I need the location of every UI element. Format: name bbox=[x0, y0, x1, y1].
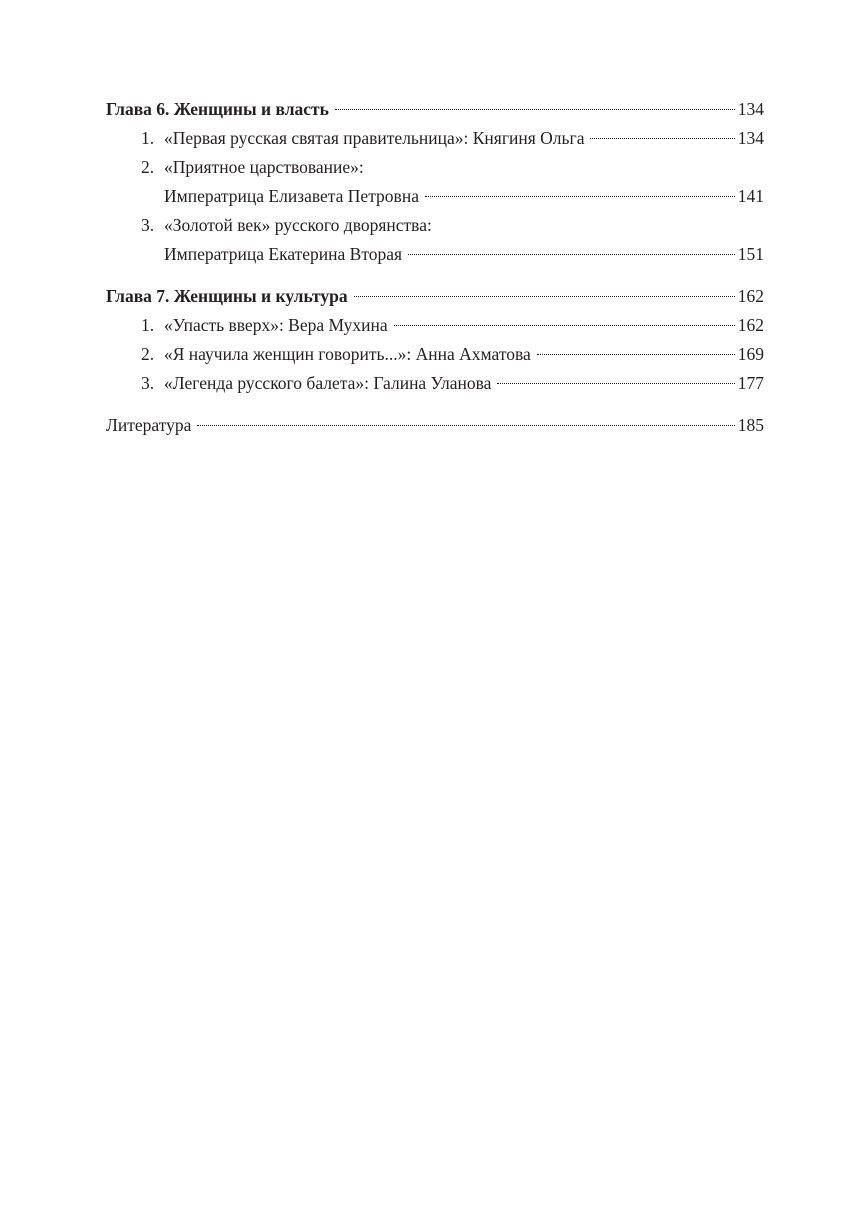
toc-entry-6-2[interactable] bbox=[106, 153, 764, 211]
chapter-6-page: 134 bbox=[737, 99, 764, 119]
item-page: 141 bbox=[737, 186, 764, 206]
item-title: «Легенда русского балета»: Галина Уланова bbox=[164, 373, 492, 393]
item-page: 169 bbox=[737, 344, 764, 364]
table-of-contents bbox=[106, 95, 764, 440]
toc-entry-7-2[interactable] bbox=[106, 340, 764, 369]
item-title: «Я научила женщин говорить...»: Анна Ахматова bbox=[164, 344, 531, 364]
toc-entry-6-3[interactable] bbox=[106, 211, 764, 269]
literature-title: Литература bbox=[106, 415, 192, 435]
dot-leader bbox=[197, 425, 734, 426]
toc-entry-7-1[interactable] bbox=[106, 311, 764, 340]
dot-leader bbox=[537, 354, 735, 355]
item-page: 177 bbox=[737, 373, 764, 393]
item-number: 2. bbox=[141, 344, 155, 364]
dot-leader bbox=[497, 383, 734, 384]
item-title: «Упасть вверх»: Вера Мухина bbox=[164, 315, 388, 335]
toc-entry-6-1[interactable] bbox=[106, 124, 764, 153]
literature-page: 185 bbox=[737, 415, 764, 435]
item-number: 2. bbox=[141, 157, 155, 177]
toc-entry-chapter-6[interactable] bbox=[106, 95, 764, 124]
chapter-6-section bbox=[106, 95, 764, 269]
item-number: 1. bbox=[141, 128, 155, 148]
item-title: «Первая русская святая правительница»: Княгиня Ольга bbox=[164, 128, 585, 148]
item-title-line-2: Императрица Екатерина Вторая bbox=[164, 244, 403, 264]
dot-leader bbox=[335, 109, 735, 110]
chapter-7-title: Глава 7. Женщины и культура bbox=[106, 286, 348, 306]
chapter-7-section bbox=[106, 282, 764, 398]
item-number: 1. bbox=[141, 315, 155, 335]
toc-entry-literature[interactable] bbox=[106, 411, 764, 440]
item-title-line-1: «Приятное царствование»: bbox=[164, 157, 364, 177]
item-title-line-2: Императрица Елизавета Петровна bbox=[164, 186, 419, 206]
item-number: 3. bbox=[141, 373, 155, 393]
toc-entry-chapter-7[interactable] bbox=[106, 282, 764, 311]
item-page: 162 bbox=[737, 315, 764, 335]
dot-leader bbox=[408, 254, 735, 255]
item-page: 134 bbox=[737, 128, 764, 148]
item-title-line-1: «Золотой век» русского дворянства: bbox=[164, 215, 432, 235]
toc-entry-7-3[interactable] bbox=[106, 369, 764, 398]
chapter-7-page: 162 bbox=[737, 286, 764, 306]
chapter-6-title: Глава 6. Женщины и власть bbox=[106, 99, 329, 119]
dot-leader bbox=[425, 196, 735, 197]
dot-leader bbox=[394, 325, 735, 326]
dot-leader bbox=[590, 138, 734, 139]
item-number: 3. bbox=[141, 215, 155, 235]
dot-leader bbox=[354, 296, 735, 297]
item-page: 151 bbox=[737, 244, 764, 264]
